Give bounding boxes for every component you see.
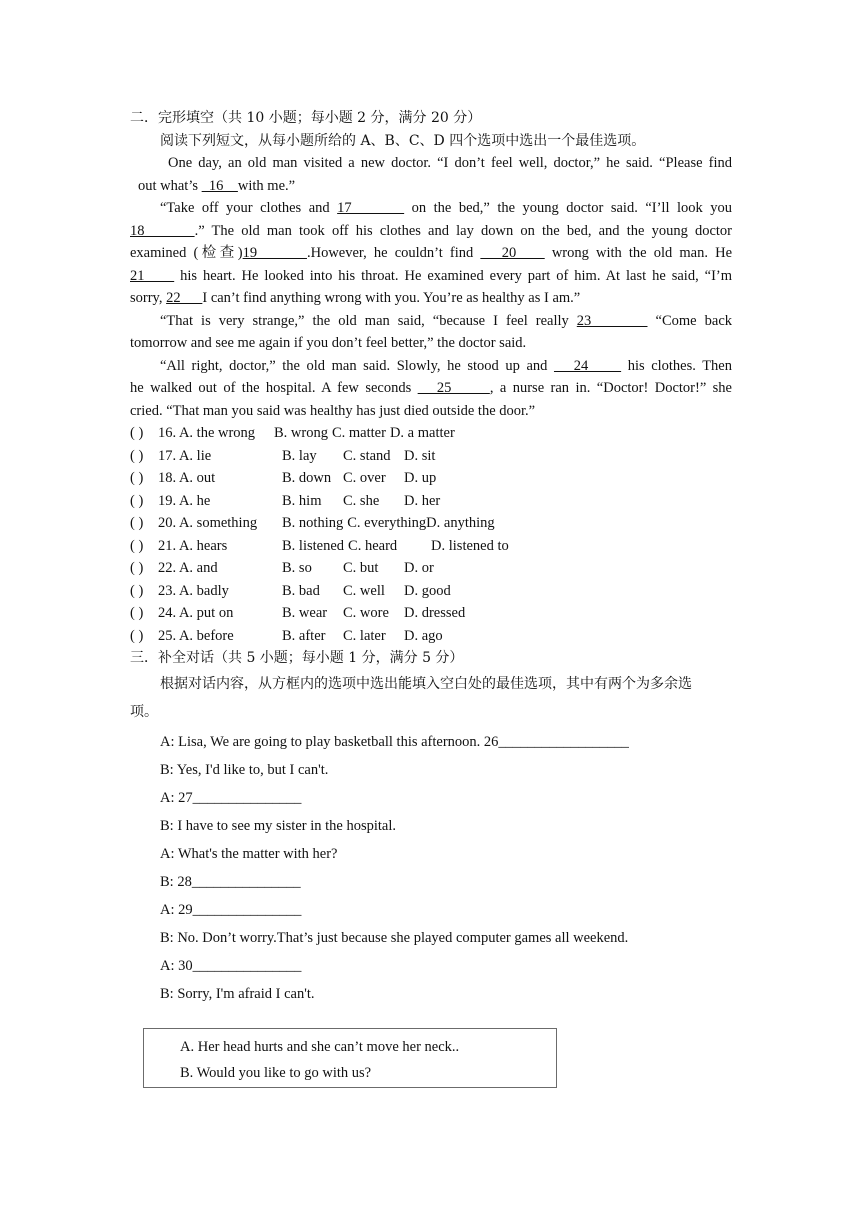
blank-16: 16 bbox=[201, 177, 238, 194]
option-c: C. later bbox=[343, 627, 386, 644]
option-row bbox=[130, 512, 732, 535]
option-d: D. anything bbox=[426, 515, 495, 531]
option-a: 16. A. the wrong bbox=[158, 425, 256, 441]
passage-text: with me.” bbox=[237, 177, 296, 194]
passage-line bbox=[130, 355, 732, 378]
option-row bbox=[130, 602, 732, 625]
blank-21: 21 bbox=[130, 267, 175, 284]
option-a: 20. A. something bbox=[158, 515, 258, 531]
passage-text: examined (检查) bbox=[130, 245, 243, 261]
blank-22: 22 bbox=[166, 290, 203, 306]
exam-page bbox=[130, 107, 732, 1008]
answer-paren: ( ) bbox=[130, 447, 144, 464]
section3-instruction: 根据对话内容，从方框内的选项中选出能填入空白处的最佳选项，其中有两个为多余选 bbox=[160, 675, 692, 692]
option-b: B. wrong bbox=[274, 425, 328, 441]
passage-text: , a nurse ran in. “Doctor! Doctor!” she bbox=[489, 380, 732, 396]
dialogue-line: A: 27_______________ bbox=[160, 789, 302, 806]
passage-text: his heart. He looked into his throat. He examined every part of him. At last he said, “I’m bbox=[174, 267, 732, 284]
option-row bbox=[130, 445, 732, 468]
passage-line bbox=[130, 377, 732, 400]
option-c: C. heard bbox=[348, 537, 398, 554]
blank-24: 24 bbox=[553, 357, 622, 374]
passage-text: sorry, bbox=[130, 290, 167, 306]
passage-text: his clothes. Then bbox=[621, 357, 732, 374]
passage-text: out what’s bbox=[138, 177, 202, 194]
options-box bbox=[143, 1028, 557, 1088]
dialogue-line: A: 30_______________ bbox=[160, 957, 302, 974]
passage-text: he walked out of the hospital. A few seconds bbox=[130, 380, 418, 396]
blank-20: 20 bbox=[480, 245, 545, 261]
option-a: 17. A. lie bbox=[158, 447, 212, 464]
option-c: C. stand bbox=[343, 447, 391, 464]
answer-paren: ( ) bbox=[130, 560, 144, 576]
options-list bbox=[130, 422, 732, 647]
passage-text: .” The old man took off his clothes and lay down on the bed, and the young doctor bbox=[194, 222, 733, 239]
option-row bbox=[130, 490, 732, 513]
option-c: C. wore bbox=[343, 605, 389, 621]
blank-23: 23 bbox=[576, 312, 648, 329]
option-row bbox=[130, 557, 732, 580]
section2-heading: 二．完形填空（共 10 小题；每小题 2 分，满分 20 分） bbox=[130, 110, 482, 126]
section3-instruction-cont: 项。 bbox=[130, 703, 158, 720]
option-d: D. ago bbox=[404, 627, 443, 644]
dialogue-line: B: Yes, I'd like to, but I can't. bbox=[160, 761, 329, 778]
passage-line bbox=[130, 310, 732, 333]
dialogue-line: A: What's the matter with her? bbox=[160, 845, 338, 862]
option-a: 21. A. hears bbox=[158, 537, 228, 554]
dialogue-line: B: No. Don’t worry.That’s just because she played computer games all weekend. bbox=[160, 929, 629, 946]
option-row bbox=[130, 535, 732, 558]
passage-line bbox=[130, 220, 732, 243]
answer-paren: ( ) bbox=[130, 605, 144, 621]
passage-text: I can’t find anything wrong with you. You’re as healthy as I am.” bbox=[202, 290, 581, 306]
passage-text: tomorrow and see me again if you don’t feel better,” the doctor said. bbox=[130, 335, 527, 351]
option-b: B. nothing bbox=[282, 515, 344, 531]
answer-paren: ( ) bbox=[130, 582, 144, 599]
option-d: D. a matter bbox=[389, 425, 455, 441]
passage-line bbox=[130, 175, 732, 198]
option-d: D. good bbox=[404, 582, 451, 599]
dialogue-line: B: Sorry, I'm afraid I can't. bbox=[160, 985, 315, 1002]
option-d: D. up bbox=[404, 470, 437, 486]
dialogue-line: A: 29_______________ bbox=[160, 901, 302, 918]
box-option: B. Would you like to go with us? bbox=[180, 1065, 372, 1081]
option-c: C. she bbox=[343, 492, 380, 509]
option-d: D. her bbox=[404, 492, 441, 509]
passage-text: One day, an old man visited a new doctor. “I don’t feel well, doctor,” he said. “Please find bbox=[168, 155, 732, 171]
passage-line bbox=[130, 242, 732, 265]
dialogue-line: B: 28_______________ bbox=[160, 873, 301, 890]
dialogue-line: A: Lisa, We are going to play basketball this afternoon. 26__________________ bbox=[160, 733, 629, 750]
option-b: B. listened bbox=[282, 537, 345, 554]
passage-text: cried. “That man you said was healthy has just died outside the door.” bbox=[130, 402, 536, 419]
answer-paren: ( ) bbox=[130, 627, 144, 644]
option-b: B. so bbox=[282, 560, 312, 576]
option-b: B. wear bbox=[282, 605, 328, 621]
passage-line bbox=[130, 287, 732, 310]
option-a: 24. A. put on bbox=[158, 605, 234, 621]
option-b: B. down bbox=[282, 470, 332, 486]
answer-paren: ( ) bbox=[130, 515, 144, 531]
option-b: B. lay bbox=[282, 447, 317, 464]
option-a: 23. A. badly bbox=[158, 582, 229, 599]
answer-paren: ( ) bbox=[130, 492, 144, 509]
passage-line bbox=[130, 400, 732, 423]
option-c: C. everything bbox=[347, 515, 427, 531]
passage-text: “Come back bbox=[647, 312, 732, 329]
option-b: B. bad bbox=[282, 582, 320, 599]
option-c: C. matter bbox=[331, 425, 386, 441]
passage-text: “That is very strange,” the old man said, “because I feel really bbox=[160, 312, 577, 329]
option-row bbox=[130, 422, 732, 445]
passage-text: “All right, doctor,” the old man said. Slowly, he stood up and bbox=[160, 357, 554, 374]
option-d: D. dressed bbox=[404, 605, 466, 621]
option-c: C. but bbox=[343, 560, 379, 576]
answer-paren: ( ) bbox=[130, 425, 144, 441]
passage-line bbox=[130, 152, 732, 175]
passage-text: on the bed,” the young doctor said. “I’ll look you bbox=[404, 200, 733, 216]
passage-text: wrong with the old man. He bbox=[544, 245, 733, 261]
passage-line bbox=[130, 265, 732, 288]
blank-18: 18 bbox=[130, 222, 195, 239]
option-b: B. him bbox=[282, 492, 322, 509]
option-d: D. listened to bbox=[431, 537, 509, 554]
blank-19: 19 bbox=[242, 245, 307, 261]
option-a: 19. A. he bbox=[158, 492, 211, 509]
dialogue bbox=[160, 728, 732, 1008]
option-row bbox=[130, 625, 732, 648]
passage-text: .However, he couldn’t find bbox=[306, 245, 481, 261]
passage-text: “Take off your clothes and bbox=[160, 200, 338, 216]
option-a: 18. A. out bbox=[158, 470, 216, 486]
option-a: 22. A. and bbox=[158, 560, 218, 576]
blank-25: 25 bbox=[417, 380, 490, 396]
option-c: C. well bbox=[343, 582, 385, 599]
option-row bbox=[130, 467, 732, 490]
option-a: 25. A. before bbox=[158, 627, 234, 644]
option-d: D. sit bbox=[404, 447, 436, 464]
section3-heading: 三．补全对话（共 5 小题；每小题 1 分，满分 5 分） bbox=[130, 650, 464, 666]
option-row bbox=[130, 580, 732, 603]
blank-17: 17 bbox=[337, 200, 405, 216]
answer-paren: ( ) bbox=[130, 537, 144, 554]
option-b: B. after bbox=[282, 627, 326, 644]
dialogue-line: B: I have to see my sister in the hospital. bbox=[160, 817, 396, 834]
passage-line bbox=[130, 197, 732, 220]
passage-line bbox=[130, 332, 732, 355]
option-d: D. or bbox=[404, 560, 434, 576]
section2-instruction: 阅读下列短文，从每小题所给的 A、B、C、D 四个选项中选出一个最佳选项。 bbox=[160, 132, 646, 149]
option-c: C. over bbox=[343, 470, 386, 486]
box-option: A. Her head hurts and she can’t move her neck.. bbox=[180, 1039, 460, 1055]
answer-paren: ( ) bbox=[130, 470, 144, 486]
